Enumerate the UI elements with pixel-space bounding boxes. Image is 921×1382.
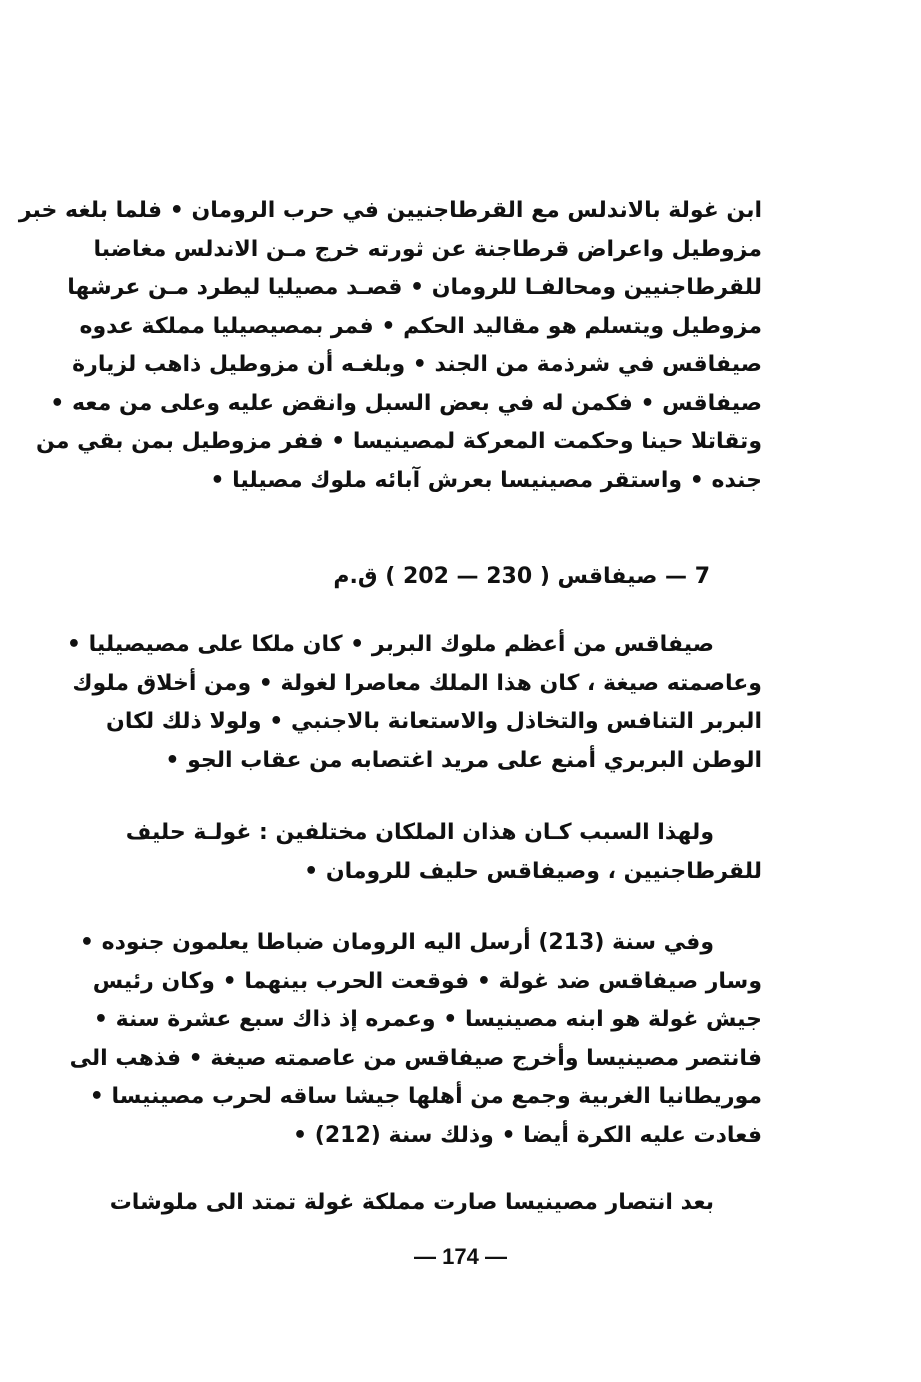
- paragraph-3: [126, 814, 762, 891]
- text-line: الوطن البربري أمنع على مريد اغتصابه من عقاب الجو •: [165, 747, 762, 773]
- paragraph-2: [66, 626, 762, 780]
- text-line: بعد انتصار مصينيسا صارت مملكة غولة تمتد الى ملوشات: [109, 1190, 714, 1215]
- text-line: للقرطاجنيين ومحالفـا للرومان • قصـد مصيليا ليطرد مـن عرشها: [67, 275, 762, 300]
- text-line: فانتصر مصينيسا وأخرج صيفاقس من عاصمته صيغة • فذهب الى: [69, 1045, 762, 1071]
- text-line: صيفاقس في شرذمة من الجند • وبلغـه أن مزوطيل ذاهب لزيارة: [72, 352, 762, 377]
- text-line: وعاصمته صيغة ، كان هذا الملك معاصرا لغولة • ومن أخلاق ملوك: [72, 670, 762, 696]
- text-line: جنده • واستقر مصينيسا بعرش آبائه ملوك مصيليا •: [210, 467, 762, 493]
- section-heading: 7 — صيفاقس ( 230 — 202 ) ق.م: [333, 564, 710, 589]
- text-line: وسار صيفاقس ضد غولة • فوقعت الحرب بينهما • وكان رئيس: [92, 968, 762, 994]
- text-line: ابن غولة بالاندلس مع القرطاجنيين في حرب الرومان • فلما بلغه خبر: [18, 198, 762, 223]
- text-line: موريطانيا الغربية وجمع من أهلها جيشا ساقه لحرب مصينيسا •: [89, 1084, 762, 1109]
- page-number: — 174 —: [414, 1244, 507, 1269]
- text-line: فعادت عليه الكرة أيضا • وذلك سنة (212) •: [293, 1122, 762, 1148]
- text-line: جيش غولة هو ابنه مصينيسا • وعمره إذ ذاك سبع عشرة سنة •: [93, 1007, 762, 1032]
- text-line: ولهذا السبب كـان هذان الملكان مختلفين : غولـة حليف: [125, 820, 714, 845]
- paragraph-5: [109, 1184, 762, 1223]
- text-line: مزوطيل واعراض قرطاجنة عن ثورته خرج مـن الاندلس مغاضبا: [93, 236, 762, 262]
- text-line: صيفاقس • فكمن له في بعض السبل وانقض عليه وعلى من معه •: [50, 390, 762, 416]
- paragraph-1: [18, 192, 762, 500]
- text-line: مزوطيل ويتسلم هو مقاليد الحكم • فمر بمصيصيليا مملكة عدوه: [79, 313, 762, 339]
- text-line: للقرطاجنيين ، وصيفاقس حليف للرومان •: [304, 858, 762, 884]
- text-line: وفي سنة (213) أرسل اليه الرومان ضباطا يعلمون جنوده •: [79, 930, 714, 955]
- text-line: البربر التنافس والتخاذل والاستعانة بالاجنبي • ولولا ذلك لكان: [106, 709, 762, 734]
- paragraph-4: [69, 924, 762, 1155]
- text-line: وتقاتلا حينا وحكمت المعركة لمصينيسا • ففر مزوطيل بمن بقي من: [36, 429, 762, 454]
- text-line: صيفاقس من أعظم ملوك البربر • كان ملكا على مصيصيليا •: [66, 632, 714, 657]
